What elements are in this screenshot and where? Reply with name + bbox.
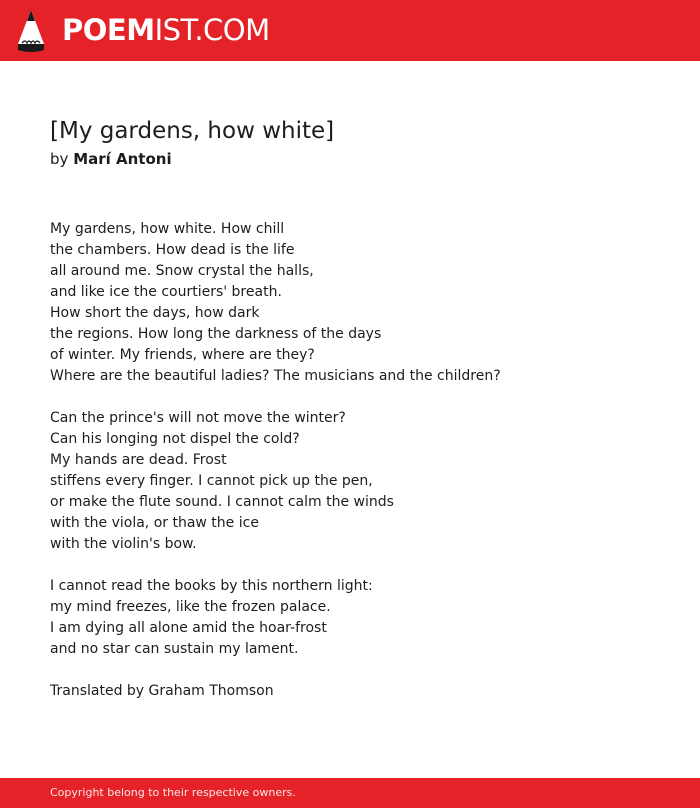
poem-line: the regions. How long the darkness of the days — [50, 326, 382, 342]
poem-byline — [50, 149, 172, 169]
poem-line: with the violin's bow. — [50, 536, 197, 552]
logo-light-text: IST.COM — [154, 13, 270, 47]
by-label: by — [50, 150, 69, 168]
poem-line: and like ice the courtiers' breath. — [50, 284, 282, 300]
stanza-break — [50, 387, 670, 408]
poem-title: [My gardens, how white] — [50, 118, 335, 144]
copyright-notice: Copyright belong to their respective owners. — [50, 786, 296, 799]
poem-line: My hands are dead. Frost — [50, 452, 227, 468]
poem-line: I am dying all alone amid the hoar-frost — [50, 620, 327, 636]
poem-line: How short the days, how dark — [50, 305, 260, 321]
poem-line: all around me. Snow crystal the halls, — [50, 263, 314, 279]
poem-line: of winter. My friends, where are they? — [50, 347, 315, 363]
translator-note: Translated by Graham Thomson — [50, 683, 274, 699]
site-logo[interactable] — [62, 12, 270, 48]
stanza-3 — [50, 576, 670, 660]
poem-line: Can his longing not dispel the cold? — [50, 431, 300, 447]
stanza-1 — [50, 219, 670, 387]
poem-line: stiffens every finger. I cannot pick up the pen, — [50, 473, 373, 489]
poem-line: the chambers. How dead is the life — [50, 242, 295, 258]
poem-line: or make the flute sound. I cannot calm the winds — [50, 494, 394, 510]
poem-line: with the viola, or thaw the ice — [50, 515, 259, 531]
logo-bold-text: POEM — [62, 13, 155, 47]
poem-line: my mind freezes, like the frozen palace. — [50, 599, 331, 615]
poem-line: and no star can sustain my lament. — [50, 641, 299, 657]
poem-line: I cannot read the books by this northern light: — [50, 578, 373, 594]
poem-author: Marí Antoni — [73, 150, 172, 168]
poem-line: Can the prince's will not move the winter? — [50, 410, 346, 426]
pencil-tip-icon[interactable] — [18, 10, 44, 52]
stanza-2 — [50, 408, 670, 555]
poem-body — [50, 219, 670, 702]
site-header — [0, 0, 700, 61]
poem-line: Where are the beautiful ladies? The musicians and the children? — [50, 368, 501, 384]
stanza-break — [50, 555, 670, 576]
poem-line: My gardens, how white. How chill — [50, 221, 285, 237]
site-footer — [0, 778, 700, 808]
